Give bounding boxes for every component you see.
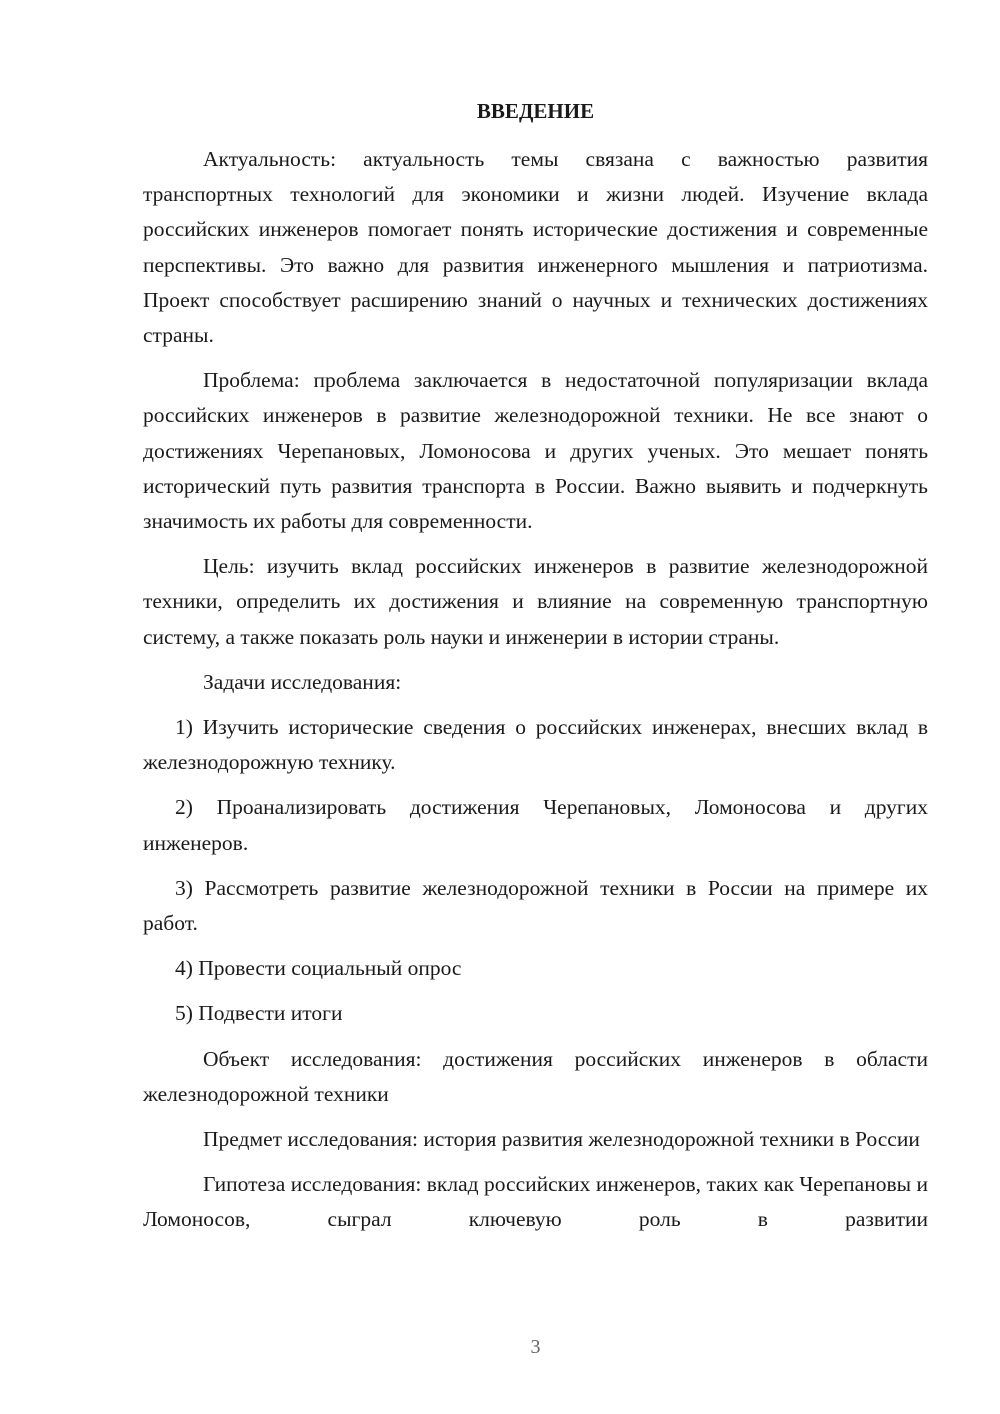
- paragraph-relevance: Актуальность: актуальность темы связана с важностью развития транспортных технологий для экономики и жизни людей. Изучение вклада российских инженеров помогает понять исторические достижения и современные перспективы. Это важно для развития инженерного мышления и патриотизма. Проект способствует расширению знаний о научных и технических достижениях страны.: [143, 147, 928, 348]
- paragraph-hypothesis: Гипотеза исследования: вклад российских инженеров, таких как Черепановы и Ломоносов, сыграл ключевую роль в развитии: [143, 1172, 928, 1232]
- task-item-3: 3) Рассмотреть развитие железнодорожной техники в России на примере их работ.: [143, 875, 928, 936]
- task-item-5: 5) Подвести итоги: [175, 1001, 343, 1026]
- paragraph-subject: Предмет исследования: история развития железнодорожной техники в России: [203, 1127, 920, 1152]
- page-number: 3: [530, 1336, 541, 1358]
- paragraph-object: Объект исследования: достижения российских инженеров в области железнодорожной техники: [143, 1046, 928, 1106]
- task-item-1: 1) Изучить исторические сведения о российских инженерах, внесших вклад в железнодорожную технику.: [143, 715, 928, 775]
- page-heading: ВВЕДЕНИЕ: [476, 99, 595, 123]
- document-page: [143, 0, 928, 1414]
- document-body: [143, 142, 928, 1238]
- paragraph-goal: Цель: изучить вклад российских инженеров в развитие железнодорожной техники, определить их достижения и влияние на современную транспортную систему, а также показать роль науки и инженерии в истории страны.: [143, 554, 928, 649]
- paragraph-tasks-heading: Задачи исследования:: [203, 669, 402, 694]
- task-item-2: 2) Проанализировать достижения Черепановых, Ломоносова и других инженеров.: [143, 795, 928, 855]
- paragraph-problem: Проблема: проблема заключается в недостаточной популяризации вклада российских инженеров в развитие железнодорожной техники. Не все знают о достижениях Черепановых, Ломоносова и других ученых. Это мешает понять исторический путь развития транспорта в России. Важно выявить и подчеркнуть значимость их работы для современности.: [143, 368, 928, 534]
- task-item-4: 4) Провести социальный опрос: [175, 956, 462, 981]
